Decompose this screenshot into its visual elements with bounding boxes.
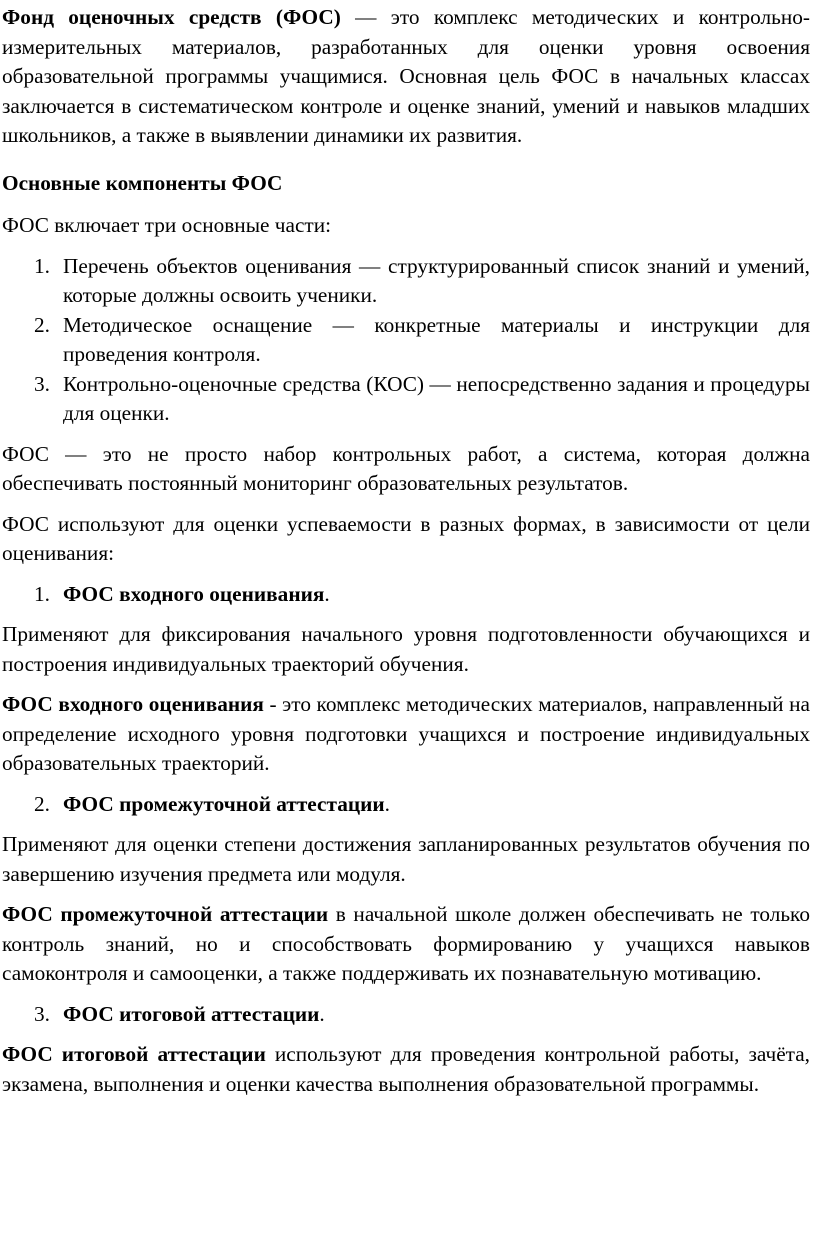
forms-paragraph: ФОС используют для оценки успеваемости в разных формах, в зависимости от цели оценивания: xyxy=(2,511,810,565)
stage-definition-text: используют для проведения контрольной работы, зачёта, экзамена, выполнения и оценки качества выполнения образовательной программы. xyxy=(2,1042,811,1096)
list-item-number: 2. xyxy=(34,312,50,337)
components-list xyxy=(2,252,810,429)
stage-definition-text: - это комплекс методических материалов, направленный на определение исходного уровня подготовки учащихся и построение индивидуальных образовательных траекторий. xyxy=(2,692,810,775)
stage-heading-final xyxy=(2,1000,810,1030)
components-heading: Основные компоненты ФОС xyxy=(2,170,283,195)
list-item-text: Перечень объектов оценивания — структурированный список знаний и умений, которые должны освоить ученики. xyxy=(63,253,810,307)
stage-usage-intermediate: Применяют для оценки степени достижения запланированных результатов обучения по завершению изучения предмета или модуля. xyxy=(2,832,810,886)
intro-paragraph xyxy=(2,3,810,151)
stage-title: ФОС итоговой аттестации xyxy=(63,1001,320,1026)
stage-definition-term: ФОС итоговой аттестации xyxy=(2,1042,266,1066)
stage-definition-final xyxy=(2,1040,810,1099)
components-lead: ФОС включает три основные части: xyxy=(2,213,332,237)
stage-title-dot: . xyxy=(324,581,330,606)
list-item-text: Методическое оснащение — конкретные материалы и инструкции для проведения контроля. xyxy=(63,312,810,366)
stage-title-dot: . xyxy=(384,791,390,816)
intro-term: Фонд оценочных средств (ФОС) xyxy=(2,5,341,29)
stage-title: ФОС промежуточной аттестации xyxy=(63,791,385,816)
stage-definition-term: ФОС промежуточной аттестации xyxy=(2,902,329,926)
system-paragraph: ФОС — это не просто набор контрольных работ, а система, которая должна обеспечивать постоянный мониторинг образовательных результатов. xyxy=(2,441,810,495)
list-item xyxy=(2,252,810,311)
stage-number: 3. xyxy=(34,1001,50,1026)
list-item xyxy=(2,311,810,370)
intro-text: — это комплекс методических и контрольно-измерительных материалов, разработанных для оценки уровня освоения образовательной программы учащимися. Основная цель ФОС в начальных классах заключается в систематическом контроле и оценке знаний, умений и навыков младших школьников, а также в выявлении динамики их развития. xyxy=(2,5,810,147)
stage-number: 2. xyxy=(34,791,50,816)
stage-usage-entry: Применяют для фиксирования начального уровня подготовленности обучающихся и построения индивидуальных траекторий обучения. xyxy=(2,622,810,676)
stage-title: ФОС входного оценивания xyxy=(63,581,325,606)
stage-title-dot: . xyxy=(319,1001,325,1026)
list-item-number: 3. xyxy=(34,371,50,396)
list-item-number: 1. xyxy=(34,253,50,278)
stage-definition-intermediate xyxy=(2,900,810,989)
stage-heading-entry xyxy=(2,580,810,610)
stage-definition-term: ФОС входного оценивания xyxy=(2,692,264,716)
list-item xyxy=(2,370,810,429)
list-item-text: Контрольно-оценочные средства (КОС) — непосредственно задания и процедуры для оценки. xyxy=(63,371,810,425)
stage-number: 1. xyxy=(34,581,50,606)
stage-definition-entry xyxy=(2,690,810,779)
stage-heading-intermediate xyxy=(2,790,810,820)
stage-definition-text: в начальной школе должен обеспечивать не только контроль знаний, но и способствовать формированию у учащихся навыков самоконтроля и самооценки, а также поддерживать их познавательную мотивацию. xyxy=(2,902,810,985)
